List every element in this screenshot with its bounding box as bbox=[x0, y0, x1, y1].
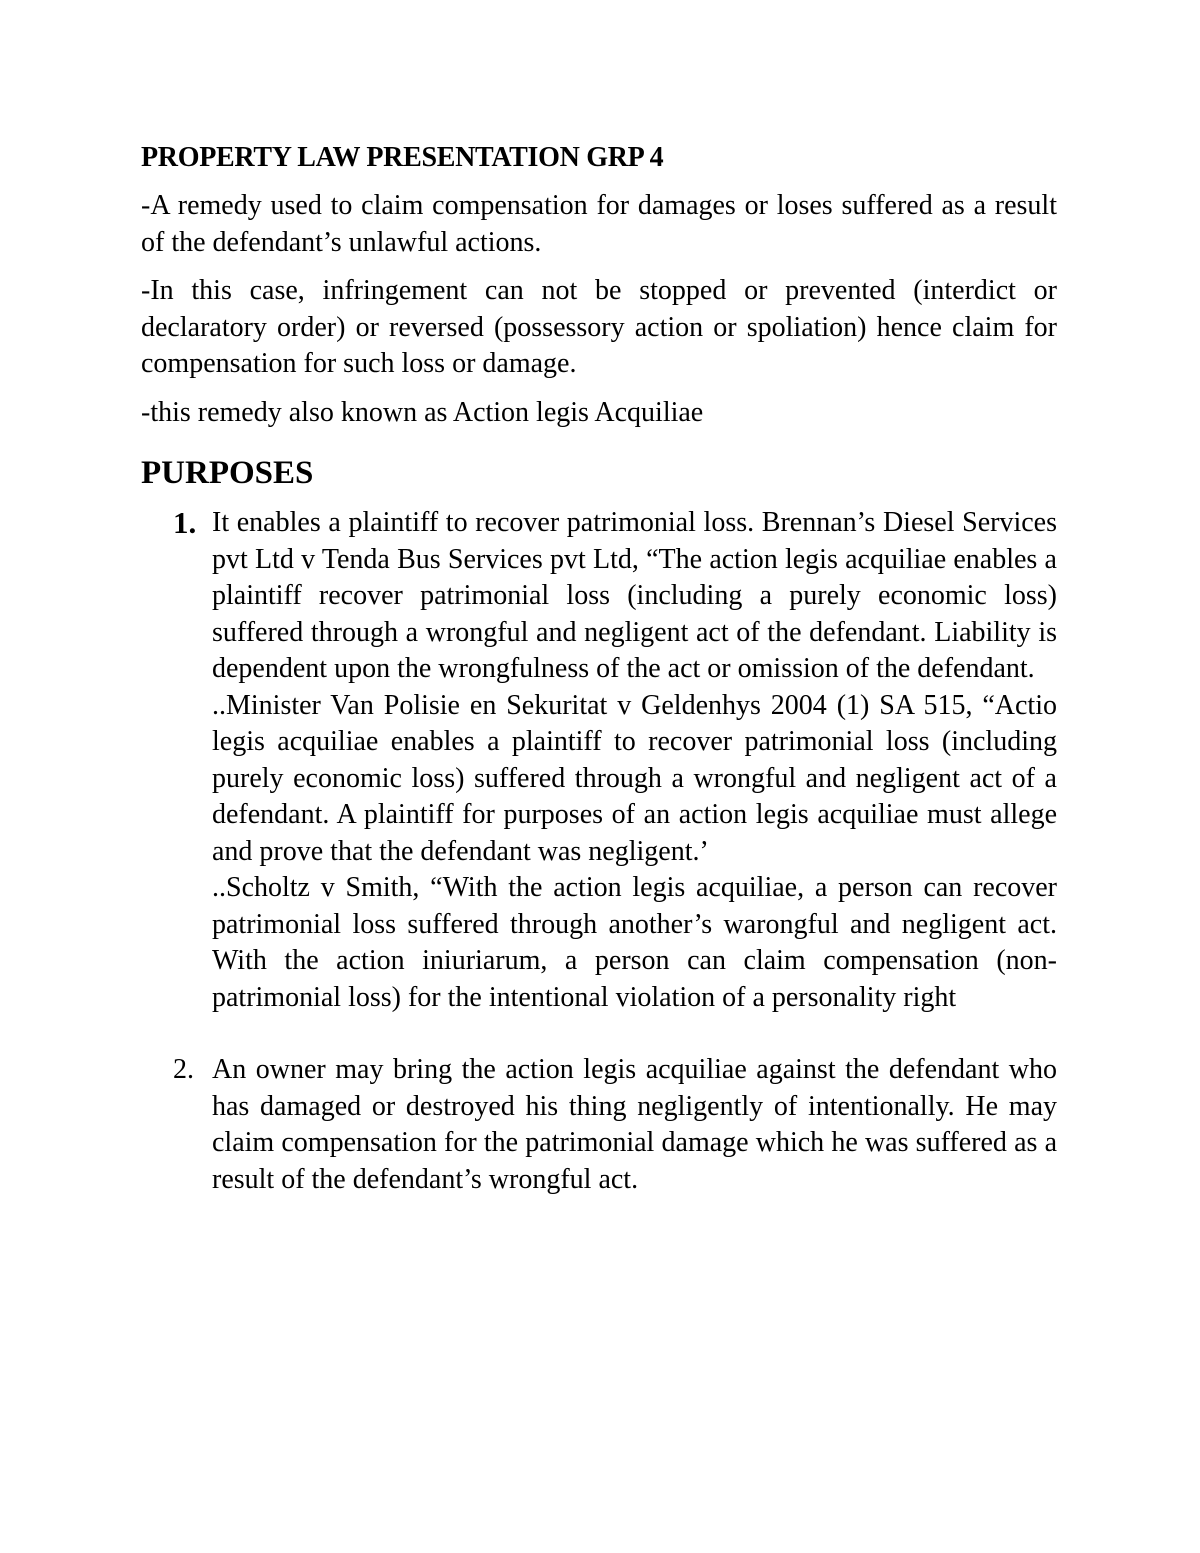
intro-paragraph-3: -this remedy also known as Action legis Acquiliae bbox=[141, 396, 704, 428]
document-title: PROPERTY LAW PRESENTATION GRP 4 bbox=[141, 142, 664, 173]
purpose-item-1-paragraph-3: ..Scholtz v Smith, “With the action legis acquiliae, a person can recover patrimonial loss suffered through another’s warongful and negligent act. With the action iniuriarum, a person can claim compensation (non-patrimonial loss) for the intentional violation of a personality right bbox=[212, 872, 1057, 1013]
purpose-item-2-paragraph-1: An owner may bring the action legis acquiliae against the defendant who has damaged or destroyed his thing negligently of intentionally. He may claim compensation for the patrimonial damage which he was suffered as a result of the defendant’s wrongful act. bbox=[212, 1054, 1057, 1195]
purpose-item-1-paragraph-1: It enables a plaintiff to recover patrimonial loss. Brennan’s Diesel Services pvt Ltd v Tenda Bus Services pvt Ltd, “The action legis acquiliae enables a plaintiff recover patrimonial loss (including a purely economic loss) suffered through a wrongful and negligent act of the defendant. Liability is dependent upon the wrongfulness of the act or omission of the defendant. bbox=[212, 507, 1057, 684]
purpose-item-2-marker: 2. bbox=[173, 1054, 194, 1085]
intro-paragraph-1: -A remedy used to claim compensation for damages or loses suffered as a result of the defendant’s unlawful actions. bbox=[141, 190, 1057, 258]
purpose-item-2 bbox=[141, 1052, 1057, 1198]
intro-paragraph-2: -In this case, infringement can not be stopped or prevented (interdict or declaratory order) or reversed (possessory action or spoliation) hence claim for compensation for such loss or damage. bbox=[141, 275, 1057, 379]
purposes-list bbox=[141, 505, 1057, 1198]
purpose-item-1-marker: 1. bbox=[173, 505, 197, 540]
purposes-heading: PURPOSES bbox=[141, 455, 314, 491]
document-content bbox=[141, 140, 1057, 1198]
purpose-item-1-paragraph-2: ..Minister Van Polisie en Sekuritat v Geldenhys 2004 (1) SA 515, “Actio legis acquiliae enables a plaintiff to recover patrimonial loss (including purely economic loss) suffered through a wrongful and negligent act of a defendant. A plaintiff for purposes of an action legis acquiliae must allege and prove that the defendant was negligent.’ bbox=[212, 689, 1057, 867]
purpose-item-1 bbox=[141, 505, 1057, 1016]
list-spacer bbox=[141, 1016, 1057, 1052]
